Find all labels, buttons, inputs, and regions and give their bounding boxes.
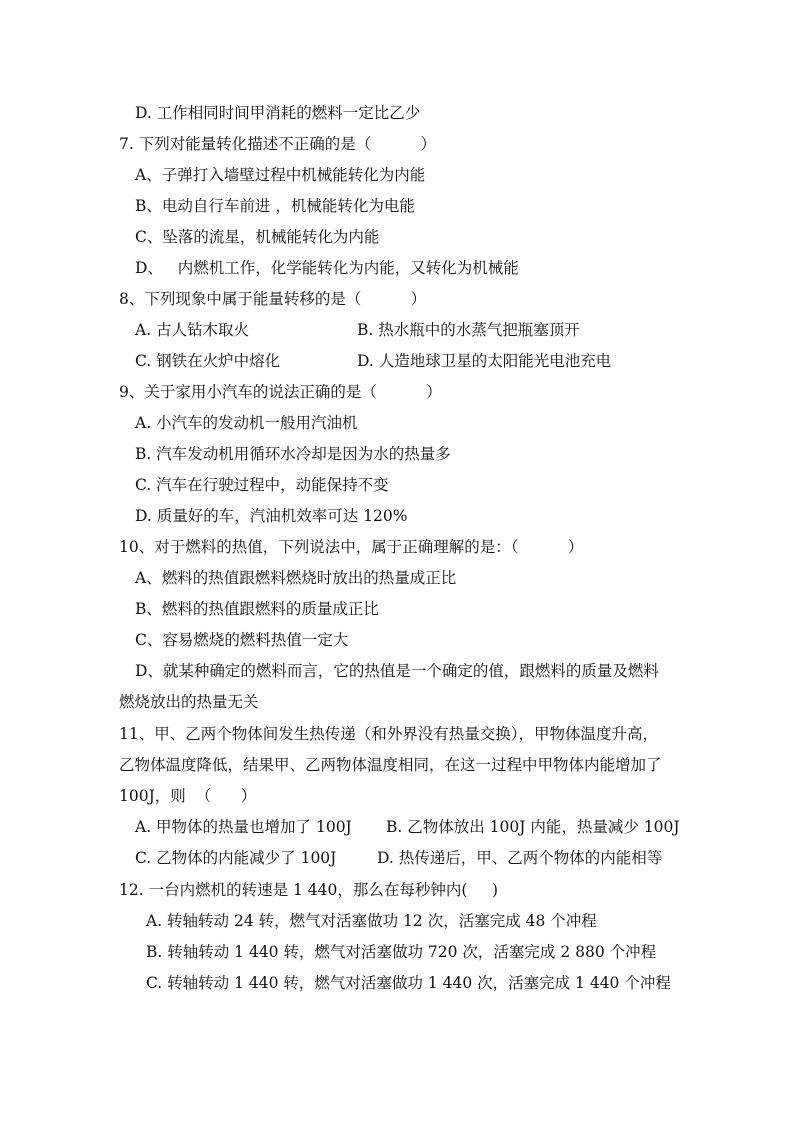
q11-stem-line-2: 乙物体温度降低，结果甲、乙两物体温度相同，在这一过程中甲物体内能增加了 bbox=[119, 756, 662, 774]
q10-option-a: A、燃料的热值跟燃料燃烧时放出的热量成正比 bbox=[135, 569, 457, 587]
q10-stem: 10、对于燃料的热值，下列说法中，属于正确理解的是：（ ） bbox=[119, 538, 584, 556]
q7-option-d: D、 内燃机工作，化学能转化为内能，又转化为机械能 bbox=[135, 259, 519, 277]
q9-option-a: A. 小汽车的发动机一般用汽油机 bbox=[135, 414, 358, 432]
q11-option-c: C. 乙物体的内能减少了 100J bbox=[135, 849, 337, 867]
q9-stem: 9、关于家用小汽车的说法正确的是（ ） bbox=[119, 383, 442, 401]
q9-option-c: C. 汽车在行驶过程中，动能保持不变 bbox=[135, 476, 389, 494]
q11-stem-line-1: 11、甲、乙两个物体间发生热传递（和外界没有热量交换），甲物体温度升高， bbox=[119, 725, 658, 743]
q7-stem: 7. 下列对能量转化描述不正确的是（ ） bbox=[119, 135, 436, 153]
q12-option-a: A. 转轴转动 24 转，燃气对活塞做功 12 次，活塞完成 48 个冲程 bbox=[146, 912, 597, 930]
q10-option-d-continued: 燃烧放出的热量无关 bbox=[119, 693, 259, 711]
q10-option-c: C、容易燃烧的燃料热值一定大 bbox=[135, 631, 349, 649]
q8-option-b: B. 热水瓶中的水蒸气把瓶塞顶开 bbox=[357, 321, 580, 339]
q11-option-b: B. 乙物体放出 100J 内能，热量减少 100J bbox=[386, 818, 680, 836]
q7-option-c: C、坠落的流星，机械能转化为内能 bbox=[135, 228, 380, 246]
q10-option-b: B、燃料的热值跟燃料的质量成正比 bbox=[135, 600, 379, 618]
q10-option-d: D、就某种确定的燃料而言，它的热值是一个确定的值，跟燃料的质量及燃料 bbox=[135, 662, 659, 680]
q9-option-b: B. 汽车发动机用循环水冷却是因为水的热量多 bbox=[135, 445, 451, 463]
q12-stem: 12. 一台内燃机的转速是 1 440，那么在每秒钟内( ) bbox=[119, 881, 499, 899]
q9-option-d: D. 质量好的车，汽油机效率可达 120% bbox=[135, 507, 408, 525]
q8-option-d: D. 人造地球卫星的太阳能光电池充电 bbox=[357, 352, 612, 370]
q8-stem: 8、下列现象中属于能量转移的是（ ） bbox=[119, 290, 427, 308]
q12-option-c: C. 转轴转动 1 440 转，燃气对活塞做功 1 440 次，活塞完成 1 440 个冲程 bbox=[146, 974, 671, 992]
q8-option-a: A. 古人钻木取火 bbox=[135, 321, 250, 339]
q8-option-c: C. 钢铁在火炉中熔化 bbox=[135, 352, 281, 370]
q12-option-b: B. 转轴转动 1 440 转，燃气对活塞做功 720 次，活塞完成 2 880 个冲程 bbox=[146, 943, 657, 961]
q11-option-d: D. 热传递后，甲、乙两个物体的内能相等 bbox=[377, 849, 663, 867]
q11-stem-line-3: 100J，则 （ ） bbox=[119, 787, 257, 805]
q11-option-a: A. 甲物体的热量也增加了 100J bbox=[135, 818, 352, 836]
q6-option-d: D. 工作相同时间甲消耗的燃料一定比乙少 bbox=[135, 104, 421, 122]
q7-option-b: B、电动自行车前进 ，机械能转化为电能 bbox=[135, 197, 415, 215]
q7-option-a: A、子弹打入墙壁过程中机械能转化为内能 bbox=[135, 166, 426, 184]
